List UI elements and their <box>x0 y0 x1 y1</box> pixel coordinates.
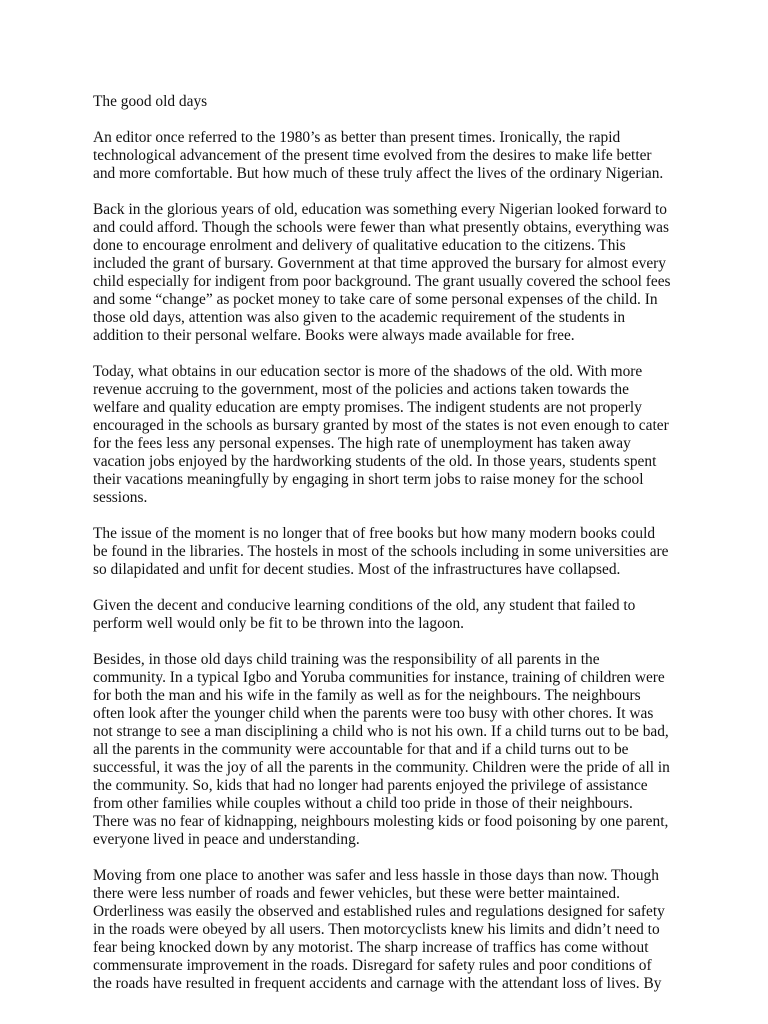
document-page <box>93 93 678 1011</box>
document-title: The good old days <box>93 93 208 110</box>
paragraph-education-past: Back in the glorious years of old, education was something every Nigerian looked forward to and could afford. Though the schools were fewer than what presently obtains, everything was done to encourage enrolment and delivery of qualitative education to the citizens. This included the grant of bursary. Government at that time approved the bursary for almost every child especially for indigent from poor background. The grant usually covered the school fees and some “change” as pocket money to take care of some personal expenses of the child. In those old days, attention was also given to the academic requirement of the students in addition to their personal welfare. Books were always made available for free. <box>93 201 671 344</box>
paragraph-1980s-editor: An editor once referred to the 1980’s as better than present times. Ironically, the rapid technological advancement of the present time evolved from the desires to make life better and more comfortable. But how much of these truly affect the lives of the ordinary Nigerian. <box>93 129 664 182</box>
paragraph-books-hostels: The issue of the moment is no longer that of free books but how many modern books could be found in the libraries. The hostels in most of the schools including in some universities are so dilapidated and unfit for decent studies. Most of the infrastructures have collapsed. <box>93 525 669 578</box>
paragraph-child-training: Besides, in those old days child training was the responsibility of all parents in the community. In a typical Igbo and Yoruba communities for instance, training of children were for both the man and his wife in the family as well as for the neighbours. The neighbours often look after the younger child when the parents were too busy with other chores. It was not strange to see a man disciplining a child who is not his own. If a child turns out to be bad, all the parents in the community were accountable for that and if a child turns out to be successful, it was the joy of all the parents in the community. Children were the pride of all in the community. So, kids that had no longer had parents enjoyed the privilege of assistance from other families while couples without a child too pride in those of their neighbours. There was no fear of kidnapping, neighbours molesting kids or food poisoning by one parent, everyone lived in peace and understanding. <box>93 651 670 848</box>
paragraph-learning-conditions: Given the decent and conducive learning conditions of the old, any student that failed to perform well would only be fit to be thrown into the lagoon. <box>93 597 636 632</box>
paragraph-education-today: Today, what obtains in our education sector is more of the shadows of the old. With more revenue accruing to the government, most of the policies and actions taken towards the welfare and quality education are empty promises. The indigent students are not properly encouraged in the schools as bursary granted by most of the states is not even enough to cater for the fees less any personal expenses. The high rate of unemployment has taken away vacation jobs enjoyed by the hardworking students of the old. In those years, students spent their vacations meaningfully by engaging in short term jobs to raise money for the school sessions. <box>93 363 669 506</box>
paragraph-transport: Moving from one place to another was safer and less hassle in those days than now. Though there were less number of roads and fewer vehicles, but these were better maintained. Orderliness was easily the observed and established rules and regulations designed for safety in the roads were obeyed by all users. Then motorcyclists knew his limits and didn’t need to fear being knocked down by any motorist. The sharp increase of traffics has come without commensurate improvement in the roads. Disregard for safety rules and poor conditions of the roads have resulted in frequent accidents and carnage with the attendant loss of lives. By <box>93 867 665 992</box>
